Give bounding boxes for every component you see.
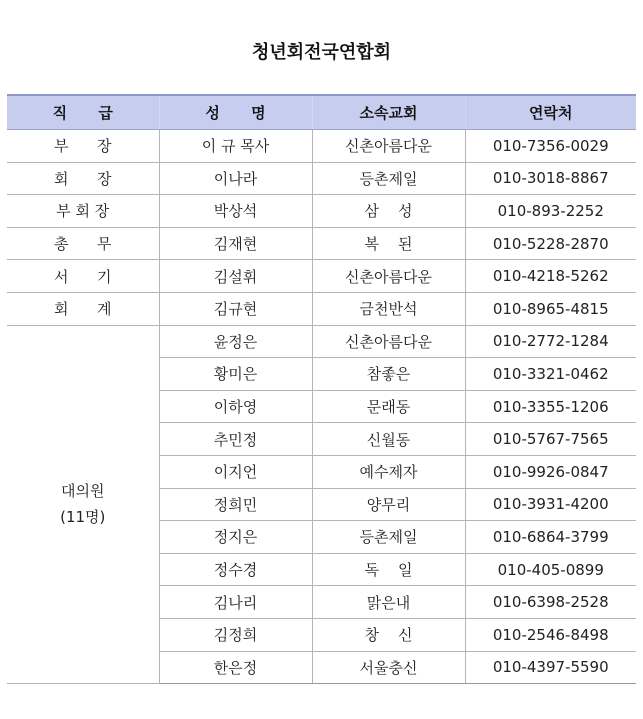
header-position: 직 급 [7,95,159,130]
church-cell: 금천반석 [312,292,465,325]
phone-cell: 010-893-2252 [465,195,636,228]
phone-cell: 010-3931-4200 [465,488,636,521]
phone-cell: 010-6864-3799 [465,521,636,554]
header-phone: 연락처 [465,95,636,130]
name-cell: 이지언 [159,455,312,488]
name-cell: 박상석 [159,195,312,228]
position-cell: 서 기 [7,260,159,293]
delegates-label: 대의원 [61,482,105,501]
church-cell: 등촌제일 [312,162,465,195]
position-cell: 총 무 [7,227,159,260]
church-cell: 신촌아름다운 [312,325,465,358]
name-cell: 정수경 [159,553,312,586]
church-cell: 독 일 [312,553,465,586]
name-cell: 이나라 [159,162,312,195]
phone-cell: 010-7356-0029 [465,130,636,163]
phone-cell: 010-8965-4815 [465,292,636,325]
position-cell: 부 회 장 [7,195,159,228]
header-name: 성 명 [159,95,312,130]
name-cell: 정희민 [159,488,312,521]
phone-cell: 010-5767-7565 [465,423,636,456]
church-cell: 서울충신 [312,651,465,684]
name-cell: 이하영 [159,390,312,423]
position-cell: 회 계 [7,292,159,325]
church-cell: 창 신 [312,618,465,651]
name-cell: 황미은 [159,358,312,391]
phone-cell: 010-2546-8498 [465,618,636,651]
phone-cell: 010-3018-8867 [465,162,636,195]
table-row [7,292,636,325]
delegates-group-cell [7,325,159,684]
table-row [7,325,636,358]
church-cell: 신촌아름다운 [312,130,465,163]
church-cell: 등촌제일 [312,521,465,554]
table-row [7,260,636,293]
table-row [7,130,636,163]
church-cell: 문래동 [312,390,465,423]
name-cell: 윤정은 [159,325,312,358]
name-cell: 이 규 목사 [159,130,312,163]
church-cell: 복 된 [312,227,465,260]
name-cell: 추민정 [159,423,312,456]
phone-cell: 010-9926-0847 [465,455,636,488]
name-cell: 김나리 [159,586,312,619]
phone-cell: 010-5228-2870 [465,227,636,260]
roster-table [7,94,636,684]
phone-cell: 010-4218-5262 [465,260,636,293]
table-header-row [7,95,636,130]
position-cell: 부 장 [7,130,159,163]
table-row [7,162,636,195]
phone-cell: 010-3321-0462 [465,358,636,391]
church-cell: 삼 성 [312,195,465,228]
church-cell: 참좋은 [312,358,465,391]
name-cell: 한은정 [159,651,312,684]
page-title: 청년회전국연합회 [251,42,392,63]
church-cell: 신월동 [312,423,465,456]
phone-cell: 010-6398-2528 [465,586,636,619]
name-cell: 김규현 [159,292,312,325]
position-cell: 회 장 [7,162,159,195]
header-church: 소속교회 [312,95,465,130]
phone-cell: 010-4397-5590 [465,651,636,684]
church-cell: 맑은내 [312,586,465,619]
delegates-count: (11명) [60,508,106,527]
church-cell: 예수제자 [312,455,465,488]
phone-cell: 010-2772-1284 [465,325,636,358]
church-cell: 신촌아름다운 [312,260,465,293]
phone-cell: 010-405-0899 [465,553,636,586]
name-cell: 정지은 [159,521,312,554]
name-cell: 김설휘 [159,260,312,293]
name-cell: 김정희 [159,618,312,651]
church-cell: 양무리 [312,488,465,521]
table-row [7,195,636,228]
table-row [7,227,636,260]
phone-cell: 010-3355-1206 [465,390,636,423]
name-cell: 김재현 [159,227,312,260]
